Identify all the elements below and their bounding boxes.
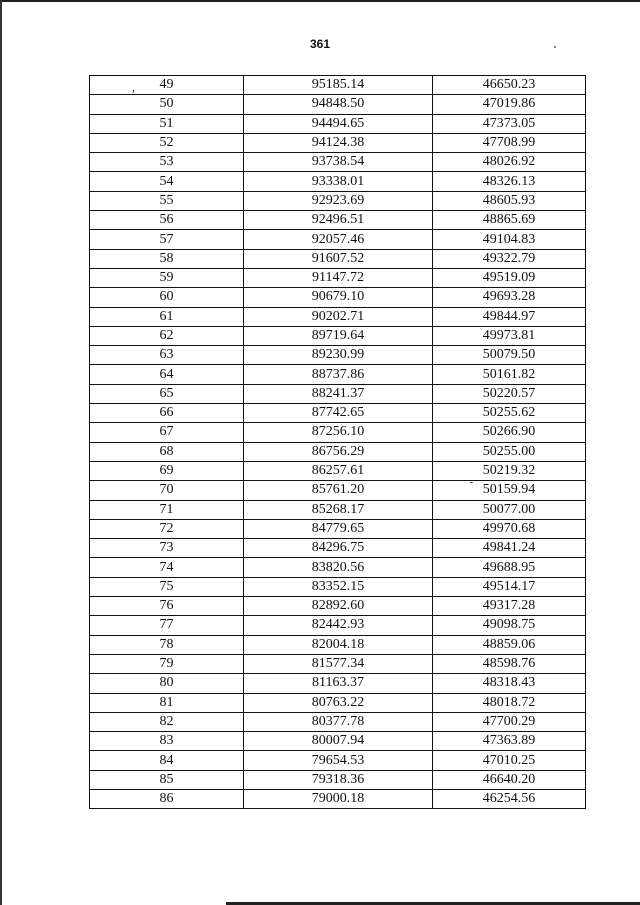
data-table	[89, 75, 586, 809]
row-index-cell: 77	[90, 616, 244, 635]
value-cell-a: 93738.54	[244, 153, 433, 172]
row-index-cell: 64	[90, 365, 244, 384]
table-row	[90, 404, 586, 423]
row-index-cell: 75	[90, 577, 244, 596]
value-cell-a: 82892.60	[244, 597, 433, 616]
row-index-cell: 84	[90, 751, 244, 770]
row-index-cell: 49	[90, 76, 244, 95]
row-index-cell: 66	[90, 404, 244, 423]
value-cell-b: 49322.79	[433, 249, 586, 268]
table-row	[90, 500, 586, 519]
row-index-cell: 81	[90, 693, 244, 712]
row-index-cell: 59	[90, 268, 244, 287]
value-cell-b: 48018.72	[433, 693, 586, 712]
value-cell-b: 49104.83	[433, 230, 586, 249]
scan-speck	[554, 46, 556, 48]
row-index-cell: 68	[90, 442, 244, 461]
value-cell-a: 92923.69	[244, 191, 433, 210]
value-cell-a: 91147.72	[244, 268, 433, 287]
table-row	[90, 442, 586, 461]
value-cell-a: 89719.64	[244, 326, 433, 345]
value-cell-a: 85761.20	[244, 481, 433, 500]
value-cell-b: 47010.25	[433, 751, 586, 770]
row-index-cell: 58	[90, 249, 244, 268]
row-index-cell: 63	[90, 346, 244, 365]
row-index-cell: 73	[90, 539, 244, 558]
value-cell-a: 80763.22	[244, 693, 433, 712]
table-row	[90, 693, 586, 712]
row-index-cell: 55	[90, 191, 244, 210]
value-cell-b: 50077.00	[433, 500, 586, 519]
table-row	[90, 539, 586, 558]
value-cell-a: 81577.34	[244, 654, 433, 673]
value-cell-a: 95185.14	[244, 76, 433, 95]
row-index-cell: 69	[90, 461, 244, 480]
value-cell-a: 83352.15	[244, 577, 433, 596]
table-row	[90, 384, 586, 403]
row-index-cell: 80	[90, 674, 244, 693]
value-cell-a: 94848.50	[244, 95, 433, 114]
value-cell-b: 49098.75	[433, 616, 586, 635]
table-row	[90, 211, 586, 230]
value-cell-a: 82442.93	[244, 616, 433, 635]
value-cell-a: 87742.65	[244, 404, 433, 423]
value-cell-b: 49688.95	[433, 558, 586, 577]
row-index-cell: 74	[90, 558, 244, 577]
table-row	[90, 307, 586, 326]
table-row	[90, 712, 586, 731]
table-row	[90, 288, 586, 307]
scan-border-left	[0, 0, 2, 905]
value-cell-b: 46254.56	[433, 789, 586, 808]
value-cell-b: 47708.99	[433, 133, 586, 152]
row-index-cell: 76	[90, 597, 244, 616]
value-cell-b: 50219.32	[433, 461, 586, 480]
value-cell-b: 46650.23	[433, 76, 586, 95]
value-cell-b: 49973.81	[433, 326, 586, 345]
value-cell-b: 50159.94	[433, 481, 586, 500]
value-cell-b: 49514.17	[433, 577, 586, 596]
value-cell-b: 47373.05	[433, 114, 586, 133]
row-index-cell: 86	[90, 789, 244, 808]
table-row	[90, 616, 586, 635]
value-cell-a: 87256.10	[244, 423, 433, 442]
value-cell-a: 79318.36	[244, 770, 433, 789]
value-cell-b: 49970.68	[433, 519, 586, 538]
value-cell-a: 94494.65	[244, 114, 433, 133]
row-index-cell: 72	[90, 519, 244, 538]
table-row	[90, 95, 586, 114]
value-cell-b: 47019.86	[433, 95, 586, 114]
value-cell-b: 48026.92	[433, 153, 586, 172]
row-index-cell: 67	[90, 423, 244, 442]
value-cell-a: 90202.71	[244, 307, 433, 326]
value-cell-b: 48605.93	[433, 191, 586, 210]
table-row	[90, 191, 586, 210]
row-index-cell: 50	[90, 95, 244, 114]
row-index-cell: 62	[90, 326, 244, 345]
value-cell-b: 48326.13	[433, 172, 586, 191]
value-cell-a: 90679.10	[244, 288, 433, 307]
value-cell-b: 50161.82	[433, 365, 586, 384]
value-cell-a: 84779.65	[244, 519, 433, 538]
value-cell-b: 48865.69	[433, 211, 586, 230]
value-cell-b: 49317.28	[433, 597, 586, 616]
value-cell-a: 94124.38	[244, 133, 433, 152]
value-cell-a: 88737.86	[244, 365, 433, 384]
row-index-cell: 82	[90, 712, 244, 731]
value-cell-a: 89230.99	[244, 346, 433, 365]
value-cell-a: 93338.01	[244, 172, 433, 191]
value-cell-b: 50255.00	[433, 442, 586, 461]
handwritten-tick-mark: ,	[132, 80, 135, 94]
value-cell-b: 49844.97	[433, 307, 586, 326]
row-index-cell: 79	[90, 654, 244, 673]
table-row	[90, 114, 586, 133]
row-index-cell: 52	[90, 133, 244, 152]
value-cell-b: 50266.90	[433, 423, 586, 442]
value-cell-a: 80377.78	[244, 712, 433, 731]
value-cell-a: 84296.75	[244, 539, 433, 558]
table-row	[90, 133, 586, 152]
table-row	[90, 635, 586, 654]
row-index-cell: 61	[90, 307, 244, 326]
value-cell-b: 49519.09	[433, 268, 586, 287]
value-cell-b: 46640.20	[433, 770, 586, 789]
scan-border-top	[0, 0, 640, 2]
row-index-cell: 78	[90, 635, 244, 654]
value-cell-a: 92057.46	[244, 230, 433, 249]
table-body	[90, 76, 586, 809]
value-cell-a: 86756.29	[244, 442, 433, 461]
row-index-cell: 60	[90, 288, 244, 307]
value-cell-b: 48859.06	[433, 635, 586, 654]
table-row	[90, 172, 586, 191]
table-row	[90, 732, 586, 751]
row-index-cell: 83	[90, 732, 244, 751]
value-cell-a: 83820.56	[244, 558, 433, 577]
page-number: 361	[309, 37, 331, 51]
table-row	[90, 789, 586, 808]
table-row	[90, 481, 586, 500]
table-row	[90, 519, 586, 538]
value-cell-a: 86257.61	[244, 461, 433, 480]
value-cell-b: 47363.89	[433, 732, 586, 751]
value-cell-a: 91607.52	[244, 249, 433, 268]
value-cell-a: 88241.37	[244, 384, 433, 403]
value-cell-b: 49841.24	[433, 539, 586, 558]
table-row	[90, 249, 586, 268]
value-cell-a: 81163.37	[244, 674, 433, 693]
value-cell-b: 48318.43	[433, 674, 586, 693]
table-row	[90, 461, 586, 480]
value-cell-b: 50255.62	[433, 404, 586, 423]
row-index-cell: 57	[90, 230, 244, 249]
value-cell-b: 49693.28	[433, 288, 586, 307]
table-row	[90, 654, 586, 673]
table-row	[90, 674, 586, 693]
row-index-cell: 54	[90, 172, 244, 191]
value-cell-b: 47700.29	[433, 712, 586, 731]
table-row	[90, 558, 586, 577]
table-row	[90, 770, 586, 789]
row-index-cell: 65	[90, 384, 244, 403]
row-index-cell: 56	[90, 211, 244, 230]
value-cell-a: 80007.94	[244, 732, 433, 751]
table-row	[90, 268, 586, 287]
table-row	[90, 346, 586, 365]
row-index-cell: 70	[90, 481, 244, 500]
value-cell-a: 79000.18	[244, 789, 433, 808]
row-index-cell: 71	[90, 500, 244, 519]
table-row	[90, 577, 586, 596]
table-row	[90, 423, 586, 442]
row-index-cell: 53	[90, 153, 244, 172]
table-row	[90, 751, 586, 770]
table-row	[90, 230, 586, 249]
value-cell-a: 85268.17	[244, 500, 433, 519]
table-row	[90, 597, 586, 616]
value-cell-a: 79654.53	[244, 751, 433, 770]
table-row	[90, 365, 586, 384]
table-row	[90, 76, 586, 95]
value-cell-a: 82004.18	[244, 635, 433, 654]
row-index-cell: 51	[90, 114, 244, 133]
table-row	[90, 153, 586, 172]
value-cell-b: 48598.76	[433, 654, 586, 673]
value-cell-b: 50220.57	[433, 384, 586, 403]
value-cell-b: 50079.50	[433, 346, 586, 365]
value-cell-a: 92496.51	[244, 211, 433, 230]
row-index-cell: 85	[90, 770, 244, 789]
table-row	[90, 326, 586, 345]
